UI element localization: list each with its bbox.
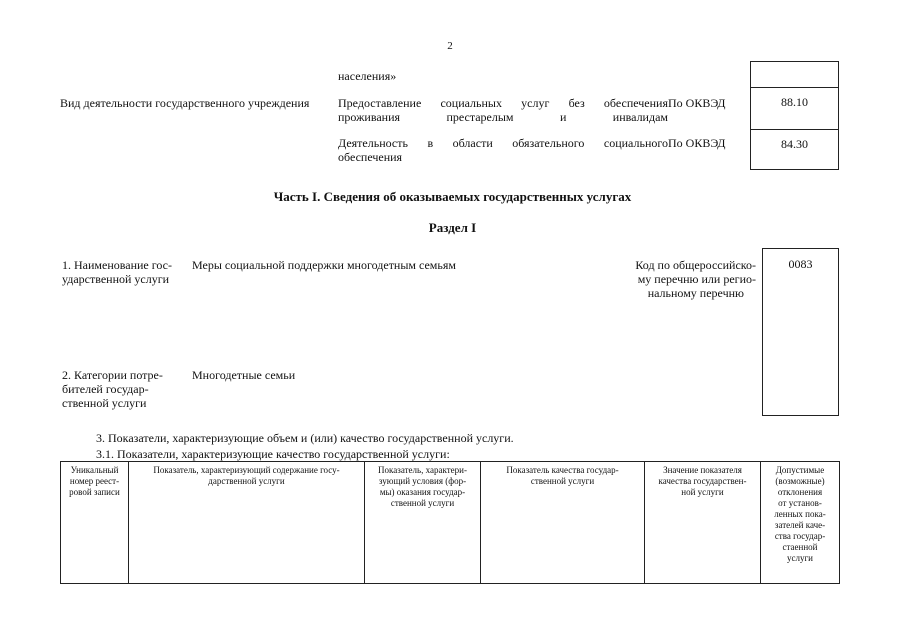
header-line: стаенной — [782, 542, 818, 552]
registry-code-label-line: Код по общероссийско- — [635, 258, 756, 272]
service-name-label-line: ударственной услуги — [62, 272, 170, 286]
header-line: ственной услуги — [390, 498, 455, 508]
indicators-subtitle: 3.1. Показатели, характеризующие качество государственной услуги: — [96, 447, 450, 461]
header-line: (возможные) — [775, 476, 825, 486]
consumer-category-label — [62, 368, 184, 410]
okved-code-2-cell — [751, 129, 838, 169]
header-registry-number — [61, 462, 129, 584]
consumer-category-label-line: 2. Категории потре- — [62, 368, 163, 382]
quality-indicators-table — [60, 461, 840, 584]
activity-continuation: населения» — [338, 69, 397, 83]
header-line: Показатель, характеризующий содержание госу- — [153, 465, 340, 475]
consumer-category-value: Многодетные семьи — [192, 368, 296, 382]
registry-code-box — [762, 248, 839, 416]
okved-code-1-cell — [751, 87, 838, 130]
header-line: ровой записи — [69, 487, 120, 497]
header-quality-value — [645, 462, 761, 584]
header-line: дарственной услуги — [208, 476, 285, 486]
header-line: отклонения — [777, 487, 823, 497]
header-quality-indicator — [481, 462, 645, 584]
activity-item-1-text: Предоставление социальных услуг без обеспечения проживания престарелым и инвалидам — [338, 96, 668, 124]
okved-empty-cell — [751, 62, 838, 88]
header-allowed-deviation — [761, 462, 840, 584]
part-title: Часть I. Сведения об оказываемых государственных услугах — [273, 189, 632, 204]
indicators-title: 3. Показатели, характеризующие объем и (или) качество государственной услуги. — [96, 431, 514, 445]
consumer-category-label-line: ственной услуги — [62, 396, 147, 410]
header-line: зателей каче- — [774, 520, 826, 530]
header-line: Показатель качества государ- — [506, 465, 619, 475]
service-name-label-line: 1. Наименование гос- — [62, 258, 173, 272]
header-line: Значение показателя — [663, 465, 742, 475]
activity-label: Вид деятельности государственного учреждения — [60, 96, 310, 110]
header-line: качества государствен- — [658, 476, 747, 486]
header-line: номер реест- — [69, 476, 120, 486]
okved-code-1: 88.10 — [781, 95, 808, 109]
registry-code-label-line: нальному перечню — [647, 286, 744, 300]
header-line: мы) оказания государ- — [379, 487, 466, 497]
header-line: Показатель, характери- — [378, 465, 467, 475]
okved-code-2: 84.30 — [781, 137, 808, 151]
activity-item-2-text: Деятельность в области обязательного социального обеспечения — [338, 136, 668, 164]
header-content-indicator — [129, 462, 365, 584]
header-line: ства государ- — [774, 531, 826, 541]
registry-code-label-line: му перечню или регио- — [637, 272, 756, 286]
header-line: Допустимые — [775, 465, 825, 475]
service-name-value: Меры социальной поддержки многодетным семьям — [192, 258, 456, 272]
okved-label-2: По ОКВЭД — [668, 136, 726, 150]
header-line: ленных пока- — [774, 509, 826, 519]
service-name-label — [62, 258, 184, 286]
registry-code-value: 0083 — [788, 257, 813, 271]
header-conditions-indicator — [365, 462, 481, 584]
header-line: ной услуги — [681, 487, 724, 497]
header-line: ственной услуги — [530, 476, 595, 486]
header-line: зующий условия (фор- — [378, 476, 467, 486]
consumer-category-label-line: бителей государ- — [62, 382, 149, 396]
header-line: от установ- — [778, 498, 822, 508]
page-number: 2 — [447, 40, 453, 52]
header-line: услуги — [787, 553, 813, 563]
registry-code-label — [612, 258, 756, 300]
okved-code-column — [750, 61, 839, 170]
header-line: Уникальный — [70, 465, 119, 475]
okved-label-1: По ОКВЭД — [668, 96, 726, 110]
section-title: Раздел I — [428, 220, 477, 235]
